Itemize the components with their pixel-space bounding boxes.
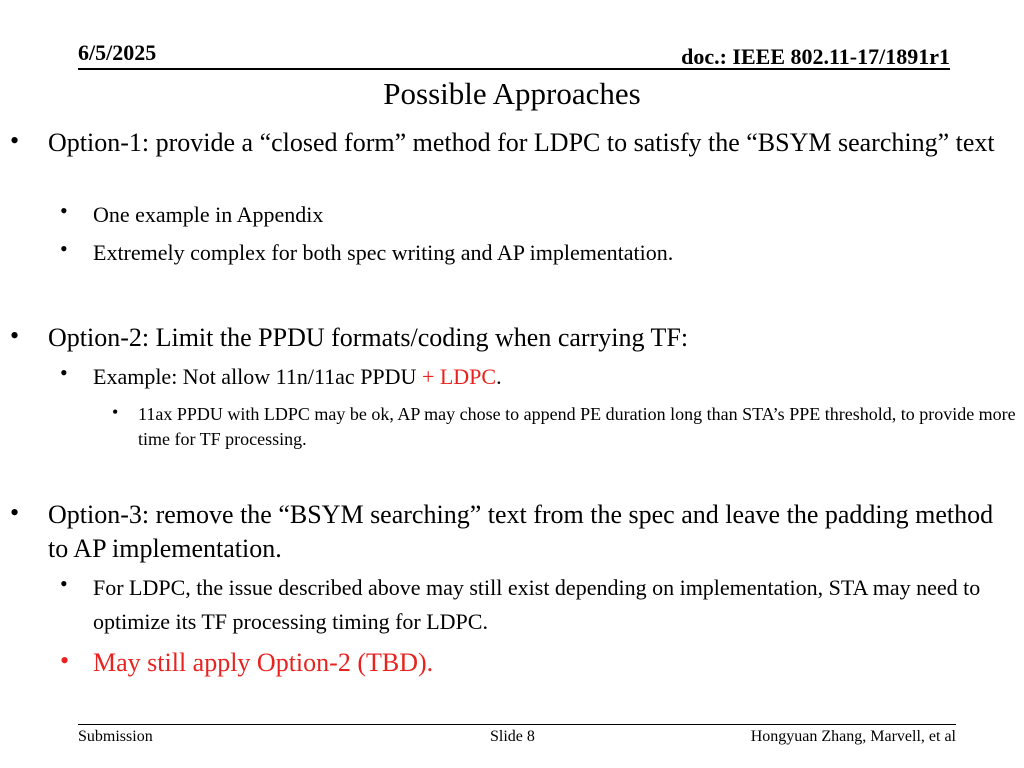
bullet-text: Option-2: Limit the PPDU formats/coding when carrying TF:	[48, 323, 689, 352]
footer-submission: Submission	[78, 728, 153, 745]
bullet-text: One example in Appendix	[93, 202, 324, 227]
bullet-text: Option-1: provide a “closed form” method for LDPC to satisfy the “BSYM searching” text	[48, 128, 995, 157]
bullet-text: Extremely complex for both spec writing and AP implementation.	[93, 240, 674, 265]
footer-slide-number: Slide 8	[490, 728, 535, 745]
header-divider	[78, 68, 950, 70]
bullet-dot-icon: •	[10, 498, 20, 527]
bullet-dot-icon: •	[60, 571, 68, 596]
footer-divider	[78, 724, 956, 725]
bullet-text	[93, 360, 1013, 394]
bullet-dot-icon: •	[60, 646, 70, 675]
bullet-text: For LDPC, the issue described above may still exist depending on implementation, STA may need to optimize its TF processing timing for LDPC.	[93, 575, 981, 634]
bullet-text: 11ax PPDU with LDPC may be ok, AP may chose to append PE duration long than STA’s PPE threshold, to provide more time for TF processing.	[138, 404, 1016, 449]
example-suffix: .	[496, 364, 502, 389]
slide-title: Possible Approaches	[383, 76, 641, 111]
bullet-dot-icon: •	[10, 321, 20, 350]
bullet-dot-icon: •	[60, 236, 68, 261]
header-date: 6/5/2025	[78, 40, 157, 65]
header-doc-id: doc.: IEEE 802.11-17/1891r1	[681, 44, 950, 69]
example-prefix: Example: Not allow 11n/11ac PPDU	[93, 364, 422, 389]
bullet-dot-icon: •	[60, 198, 68, 223]
bullet-text: Option-3: remove the “BSYM searching” text from the spec and leave the padding method to AP implementation.	[48, 500, 994, 563]
ldpc-highlight: + LDPC	[421, 364, 497, 389]
bullet-dot-icon: •	[60, 360, 68, 385]
bullet-dot-icon: •	[112, 402, 119, 422]
bullet-text: May still apply Option-2 (TBD).	[93, 648, 434, 677]
footer-authors: Hongyuan Zhang, Marvell, et al	[750, 728, 956, 745]
bullet-dot-icon: •	[10, 126, 20, 155]
